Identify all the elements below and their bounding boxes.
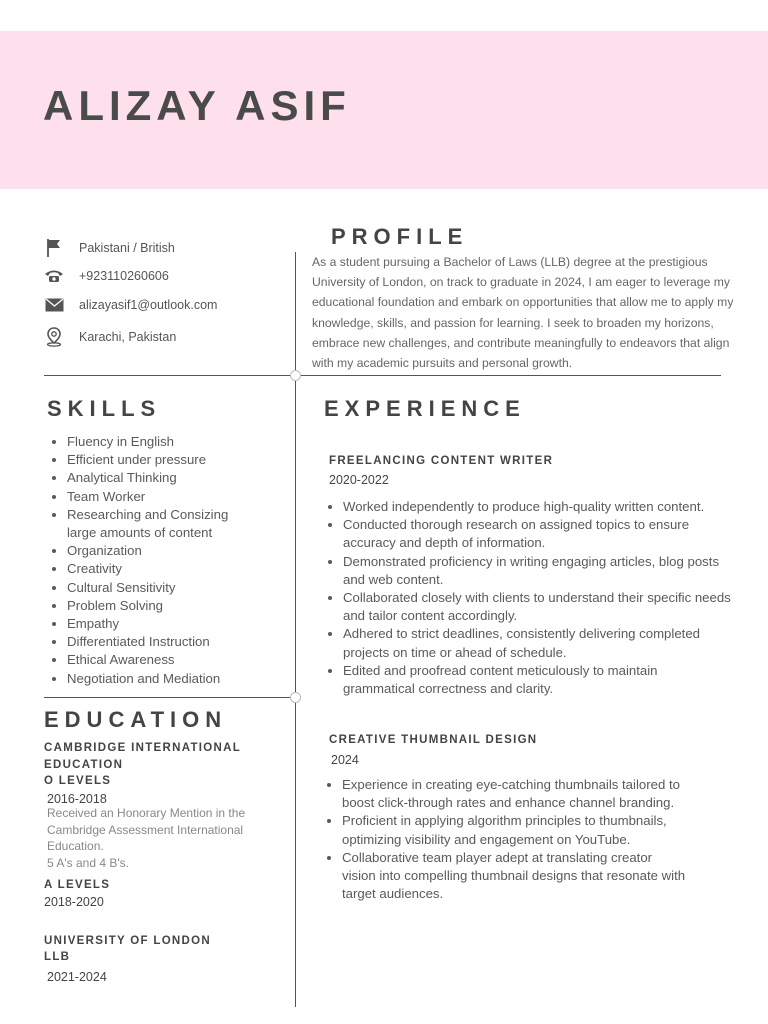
job-bullet: • Experience in creating eye-catching thumbnails tailored to boost click-through rates and enhance channel branding. [342, 776, 712, 812]
contact-nationality [44, 237, 175, 259]
job-bullet: • Worked independently to produce high-quality written content. [343, 498, 763, 516]
experience-title: EXPERIENCE [324, 396, 526, 421]
job-bullet: • Edited and proofread content meticulously to maintain grammatical correctness and clarity. [343, 662, 703, 698]
job-date: 2024 [331, 753, 359, 767]
job-bullet: • Collaborative team player adept at translating creator vision into compelling thumbnail designs that resonate with target audiences. [342, 849, 687, 904]
contact-phone-text[interactable]: +923110260606 [79, 269, 169, 283]
phone-icon [44, 266, 64, 286]
contact-location [44, 326, 176, 348]
profile-text: As a student pursuing a Bachelor of Laws (LLB) degree at the prestigious University of London, on track to graduate in 2024, I am eager to leverage my educational foundation and embark on opportunities that allow me to apply my knowledge, skills, and passion for learning. I seek to broaden my horizons, embrace new challenges, and contribute meaningfully to endeavors that align with my academic pursuits and personal growth. [312, 255, 734, 371]
contact-email-text[interactable]: alizayasif1@outlook.com [79, 298, 218, 312]
education-level: A LEVELS [44, 879, 111, 891]
education-level: O LEVELS [44, 775, 112, 787]
skill-item: • Organization [67, 542, 317, 560]
education-title: EDUCATION [44, 707, 228, 732]
job-bullets [320, 498, 763, 698]
skill-item: • Empathy [67, 615, 317, 633]
profile-title: PROFILE [331, 224, 469, 249]
job-bullet: • Proficient in applying algorithm principles to thumbnails, optimizing visibility and engagement on YouTube. [342, 812, 712, 848]
education-degree: LLB [44, 951, 71, 963]
skill-item: • Differentiated Instruction [67, 633, 317, 651]
skill-item: • Efficient under pressure [67, 451, 317, 469]
location-pin-icon [44, 327, 64, 347]
education-date: 2018-2020 [44, 895, 104, 909]
divider-line-top [44, 375, 721, 376]
skills-title: SKILLS [47, 396, 162, 421]
job-date: 2020-2022 [329, 473, 389, 487]
job-title: FREELANCING CONTENT WRITER [329, 455, 554, 467]
skill-item: • Problem Solving [67, 597, 317, 615]
education-school: CAMBRIDGE INTERNATIONAL EDUCATION [44, 742, 241, 771]
skill-item: • Ethical Awareness [67, 651, 317, 669]
job-bullet: • Conducted thorough research on assigned topics to ensure accuracy and depth of information. [343, 516, 723, 552]
education-school: UNIVERSITY OF LONDON [44, 935, 211, 947]
skill-item: • Team Worker [67, 488, 317, 506]
skill-item: • Creativity [67, 560, 317, 578]
job-bullets [319, 776, 712, 903]
contact-phone [44, 265, 169, 287]
flag-icon [44, 238, 64, 258]
skill-item: • Cultural Sensitivity [67, 579, 317, 597]
education-grades: 5 A's and 4 B's. [47, 856, 129, 870]
education-date: 2021-2024 [47, 970, 107, 984]
contact-nationality-text: Pakistani / British [79, 241, 175, 255]
divider-line-education [44, 697, 296, 698]
job-title: CREATIVE THUMBNAIL DESIGN [329, 734, 538, 746]
skills-list [44, 433, 317, 688]
skill-item: • Fluency in English [67, 433, 317, 451]
job-bullet: • Demonstrated proficiency in writing engaging articles, blog posts and web content. [343, 553, 723, 589]
job-bullet: • Collaborated closely with clients to understand their specific needs and tailor content accordingly. [343, 589, 733, 625]
candidate-name: ALIZAY ASIF [43, 82, 351, 129]
divider-node-education [290, 692, 301, 703]
contact-email [44, 294, 217, 316]
education-date: 2016-2018 [47, 792, 107, 806]
skill-item: • Researching and Consizing large amounts of content [67, 506, 247, 542]
skill-item: • Negotiation and Mediation [67, 670, 317, 688]
education-note: Received an Honorary Mention in the Cambridge Assessment International Education. [47, 806, 246, 853]
contact-location-text: Karachi, Pakistan [79, 330, 177, 344]
job-bullet: • Adhered to strict deadlines, consistently delivering completed projects on time or ahead of schedule. [343, 625, 733, 661]
divider-node-top [290, 370, 301, 381]
mail-icon [44, 295, 64, 315]
skill-item: • Analytical Thinking [67, 469, 317, 487]
